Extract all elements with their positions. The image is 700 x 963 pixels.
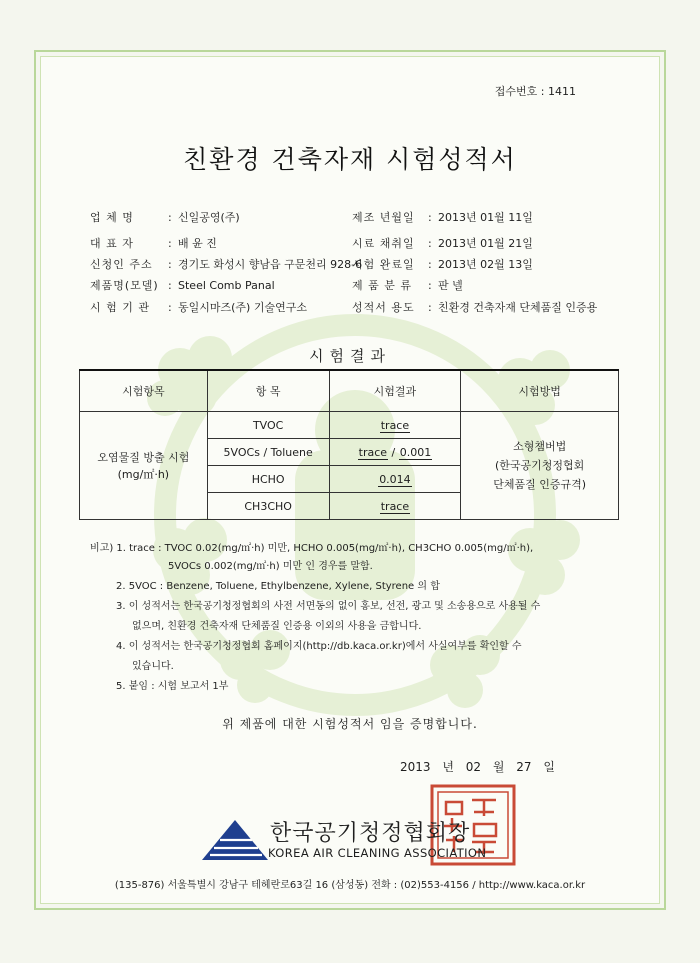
method-line: 소형챔버법: [513, 440, 567, 453]
footer-contact: (135-876) 서울특별시 강남구 테헤란로63길 16 (삼성동) 전화 : (02)553-4156 / http://www.kaca.or.kr: [114, 880, 586, 891]
table-row: [80, 412, 619, 439]
results-table: [79, 369, 619, 520]
category-unit: (mg/㎡·h): [117, 467, 170, 481]
certification-statement: 위 제품에 대한 시험성적서 임을 증명합니다.: [222, 717, 478, 731]
item-cell: HCHO: [207, 466, 329, 493]
category-label: 오염물질 방출 시험: [97, 450, 190, 464]
result-value: trace: [380, 418, 410, 432]
result-cell: [329, 412, 461, 439]
method-line: 단체품질 인증규격): [493, 478, 587, 491]
info-category: 제 품 분 류 : 판 넬: [352, 279, 463, 292]
header-item: 항 목: [207, 370, 329, 412]
item-cell: CH3CHO: [207, 493, 329, 520]
item-cell: 5VOCs / Toluene: [207, 439, 329, 466]
result-cell: [329, 466, 461, 493]
info-company: 업 체 명 : 신일공영(주): [90, 211, 240, 224]
remark-line: 4. 이 성적서는 한국공기청정협회 홈페이지(http://db.kaca.or.kr)에서 사실여부를 확인할 수: [116, 641, 522, 652]
info-value: 2013년 02월 13일: [438, 258, 533, 271]
info-label: 시료 채취일: [352, 237, 415, 250]
result-value: trace: [380, 499, 410, 513]
info-ceo: 대 표 자 : 배 윤 진: [90, 237, 217, 250]
remark-line: 5VOCs 0.002(mg/㎡·h) 미만 인 경우를 말함.: [168, 561, 373, 572]
method-cell: [461, 412, 619, 520]
receipt-number: 접수번호 : 1411: [494, 85, 576, 98]
info-value: 친환경 건축자재 단체품질 인증용: [438, 301, 598, 314]
result-value: 0.014: [379, 472, 411, 486]
info-label: 업 체 명: [90, 211, 134, 224]
remark-line: 비고) 1. trace : TVOC 0.02(mg/㎡·h) 미만, HCHO 0.005(mg/㎡·h), CH3CHO 0.005(mg/㎡·h),: [90, 543, 534, 554]
table-header-row: [80, 370, 619, 412]
info-label: 제품명(모델): [90, 279, 159, 292]
document-title: 친환경 건축자재 시험성적서: [183, 145, 517, 174]
info-value: 2013년 01월 11일: [438, 211, 533, 224]
remark-line: 있습니다.: [132, 661, 174, 672]
info-label: 시 험 기 관: [90, 301, 150, 314]
remark-line: 5. 붙임 : 시험 보고서 1부: [116, 681, 229, 692]
info-test-complete-date: 시험 완료일 : 2013년 02월 13일: [352, 258, 533, 271]
info-label: 신청인 주소: [90, 258, 153, 271]
info-label: 제조 년월일: [352, 211, 415, 224]
info-label: 시험 완료일: [352, 258, 415, 271]
remark-line: 없으며, 친환경 건축자재 단체품질 인증용 이외의 사용을 금합니다.: [132, 621, 422, 632]
result-cell: trace / 0.001: [329, 439, 461, 466]
info-sample-date: 시료 채취일 : 2013년 01월 21일: [352, 237, 533, 250]
header-method: 시험방법: [461, 370, 619, 412]
info-value: 동일시마즈(주) 기술연구소: [178, 301, 307, 314]
result-cell: [329, 493, 461, 520]
info-value: 2013년 01월 21일: [438, 237, 533, 250]
info-product: 제품명(모델) : Steel Comb Panal: [90, 279, 275, 292]
header-result: 시험결과: [329, 370, 461, 412]
info-label: 대 표 자: [90, 237, 134, 250]
issue-date: 2013 년 02 월 27 일: [400, 760, 555, 774]
item-cell: TVOC: [207, 412, 329, 439]
category-cell: [80, 412, 208, 520]
info-value: 경기도 화성시 향남읍 구문천리 928-6: [178, 258, 363, 271]
info-label: 제 품 분 류: [352, 279, 412, 292]
result-value: trace: [358, 445, 388, 459]
remark-line: 2. 5VOC : Benzene, Toluene, Ethylbenzene, Xylene, Styrene 의 합: [116, 581, 440, 592]
method-line: (한국공기청정협회: [495, 459, 585, 472]
info-label: 성적서 용도: [352, 301, 415, 314]
organization-name-korean: 한국공기청정협회장: [270, 821, 471, 846]
result-value-2: 0.001: [399, 445, 432, 459]
association-logo-icon: [200, 818, 270, 862]
info-manufacture-date: 제조 년월일 : 2013년 01월 11일: [352, 211, 533, 224]
remark-line: 3. 이 성적서는 한국공기청정협회의 사전 서면동의 없이 홍보, 선전, 광고 및 소송용으로 사용될 수: [116, 601, 541, 612]
info-value: Steel Comb Panal: [178, 279, 275, 292]
header-test-item: 시험항목: [80, 370, 208, 412]
info-purpose: 성적서 용도 : 친환경 건축자재 단체품질 인증용: [352, 301, 598, 314]
info-address: 신청인 주소 : 경기도 화성시 향남읍 구문천리 928-6: [90, 258, 363, 271]
results-title: 시험결과: [309, 347, 391, 365]
organization-name-english: KOREA AIR CLEANING ASSOCIATION: [268, 846, 487, 860]
info-institute: 시 험 기 관 : 동일시마즈(주) 기술연구소: [90, 301, 307, 314]
info-value: 판 넬: [438, 279, 463, 292]
info-value: 신일공영(주): [178, 211, 240, 224]
info-value: 배 윤 진: [178, 237, 217, 250]
